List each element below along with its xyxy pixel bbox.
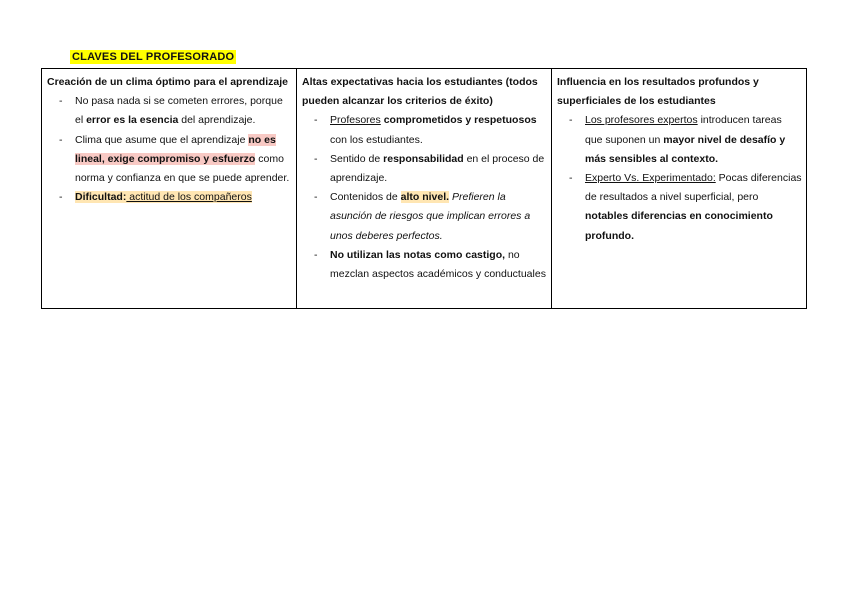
list-item: - Clima que asume que el aprendizaje no es lineal, exige compromiso y esfuerzo como norma y confianza en que se puede aprender. [47, 131, 292, 189]
list-item: - Sentido de responsabilidad en el proceso de aprendizaje. [302, 150, 547, 188]
column-expectativas [297, 69, 552, 309]
column-clima [42, 69, 297, 309]
claves-table [41, 68, 807, 309]
list-item: - Dificultad: actitud de los compañeros [47, 188, 292, 207]
list-item: - Contenidos de alto nivel. Prefieren la asunción de riesgos que implican errores a unos deberes perfectos. [302, 188, 547, 246]
column-heading: Altas expectativas hacia los estudiantes (todos pueden alcanzar los criterios de éxito) [302, 76, 538, 108]
column-heading: Influencia en los resultados profundos y superficiales de los estudiantes [557, 76, 759, 108]
list-item: - Los profesores expertos introducen tareas que suponen un mayor nivel de desafío y más sensibles al contexto. [557, 111, 802, 169]
list-item: - No utilizan las notas como castigo, no mezclan aspectos académicos y conductuales [302, 246, 547, 284]
column-heading: Creación de un clima óptimo para el aprendizaje [47, 76, 288, 88]
list-item: - Experto Vs. Experimentado: Pocas diferencias de resultados a nivel superficial, pero notables diferencias en conocimiento profundo. [557, 169, 802, 246]
table-row [42, 69, 807, 309]
bullet-list [47, 92, 292, 207]
list-item: - Profesores comprometidos y respetuosos con los estudiantes. [302, 111, 547, 149]
bullet-list [557, 111, 802, 245]
document-title: CLAVES DEL PROFESORADO [72, 51, 235, 63]
bullet-list [302, 111, 547, 284]
column-influencia [552, 69, 807, 309]
list-item: - No pasa nada si se cometen errores, porque el error es la esencia del aprendizaje. [47, 92, 292, 130]
